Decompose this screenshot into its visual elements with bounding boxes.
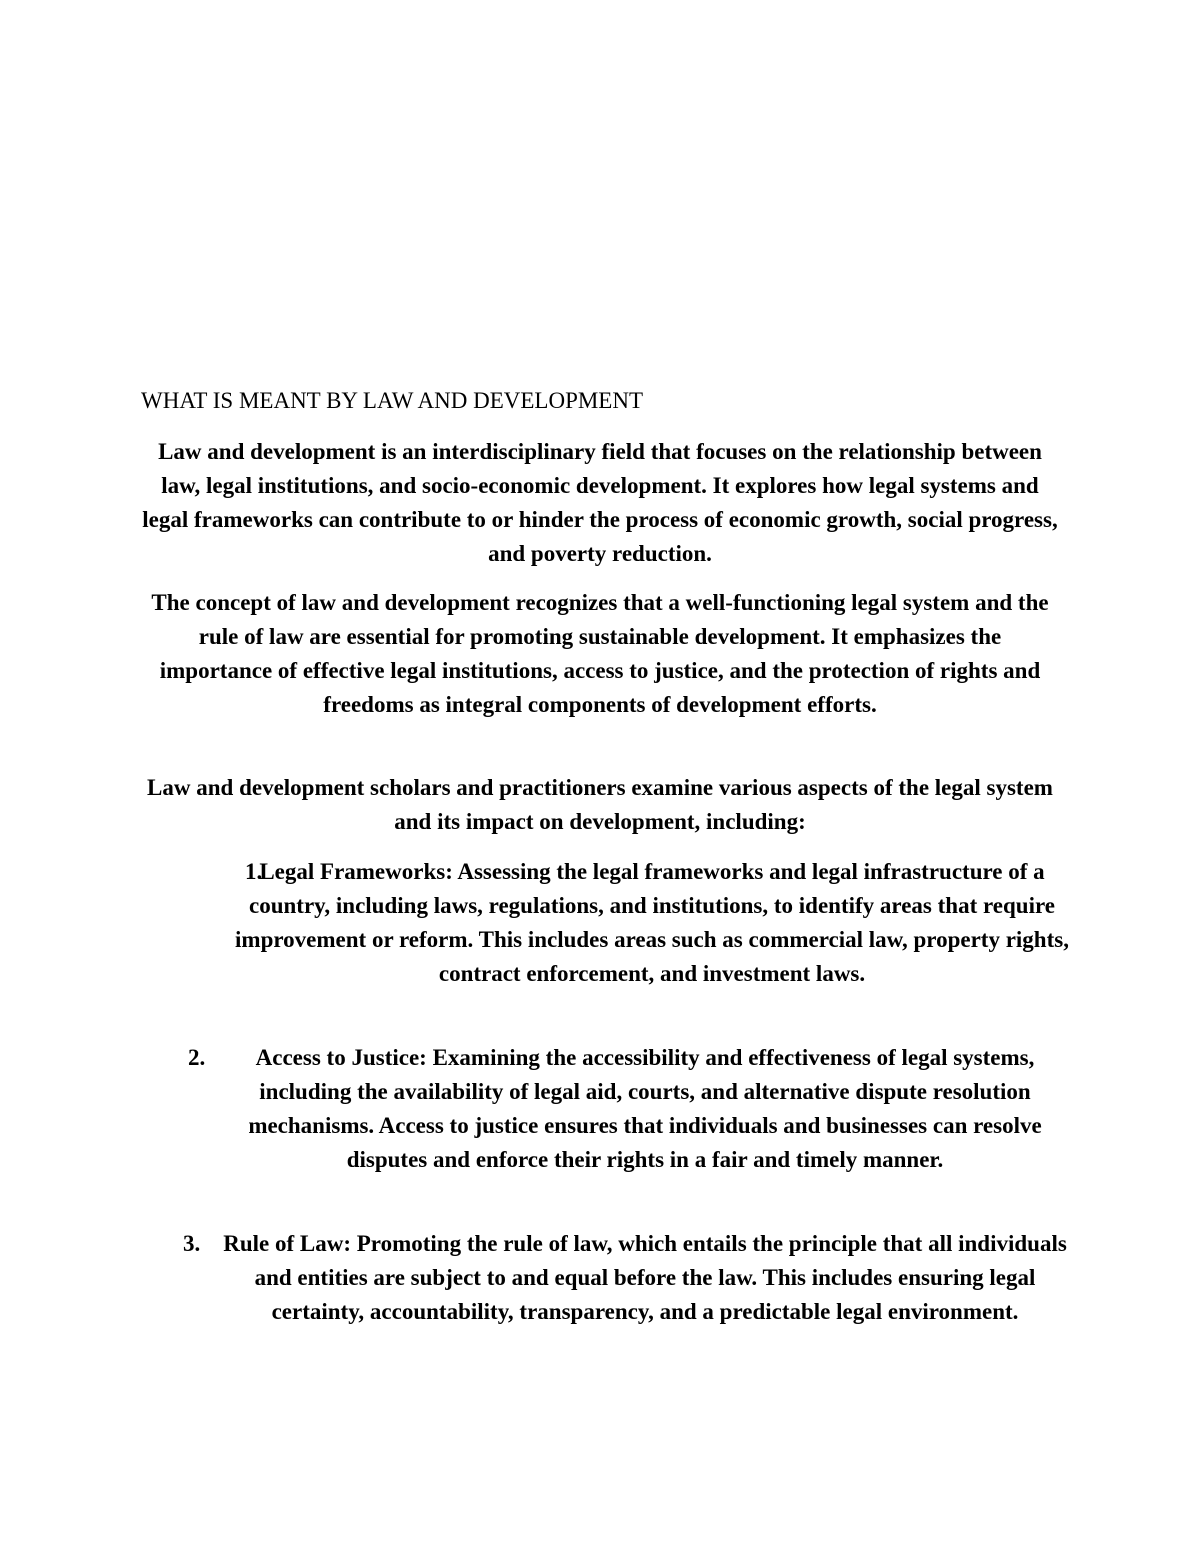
list-item-text: Rule of Law: Promoting the rule of law, which entails the principle that all individuals and entities are subject to and equal before the law. This includes ensuring legal certainty, accountability, transparency, and a predictable legal environment.	[223, 1231, 1067, 1324]
list-item-number: 3.	[183, 1231, 201, 1256]
list-item-body	[200, 855, 1070, 991]
list-item-text: Access to Justice: Examining the accessibility and effectiveness of legal systems, including the availability of legal aid, courts, and alternative dispute resolution mechanisms. Access to justice ensures that individuals and businesses can resolve disputes and enforce their rights in a fair and timely manner.	[248, 1045, 1042, 1172]
list-item-number: 1.	[245, 859, 263, 884]
paragraph-scholars: Law and development scholars and practitioners examine various aspects of the legal system and its impact on development, including:	[147, 775, 1053, 834]
list-item-body	[200, 1041, 1070, 1177]
paragraph-concept: The concept of law and development recognizes that a well-functioning legal system and the rule of law are essential for promoting sustainable development. It emphasizes the importance of effective legal institutions, access to justice, and the protection of rights and freedoms as integral components of development efforts.	[151, 590, 1049, 717]
list-item-number: 2.	[188, 1045, 206, 1070]
paragraph-intro: Law and development is an interdisciplinary field that focuses on the relationship between law, legal institutions, and socio-economic development. It explores how legal systems and legal frameworks can contribute to or hinder the process of economic growth, social progress, and poverty reduction.	[142, 439, 1058, 566]
list-item-text: Legal Frameworks: Assessing the legal frameworks and legal infrastructure of a country, including laws, regulations, and institutions, to identify areas that require improvement or reform. This includes areas such as commercial law, property rights, contract enforcement, and investment laws.	[235, 859, 1069, 986]
list-item-body	[200, 1227, 1070, 1329]
document-heading: WHAT IS MEANT BY LAW AND DEVELOPMENT	[141, 388, 644, 413]
